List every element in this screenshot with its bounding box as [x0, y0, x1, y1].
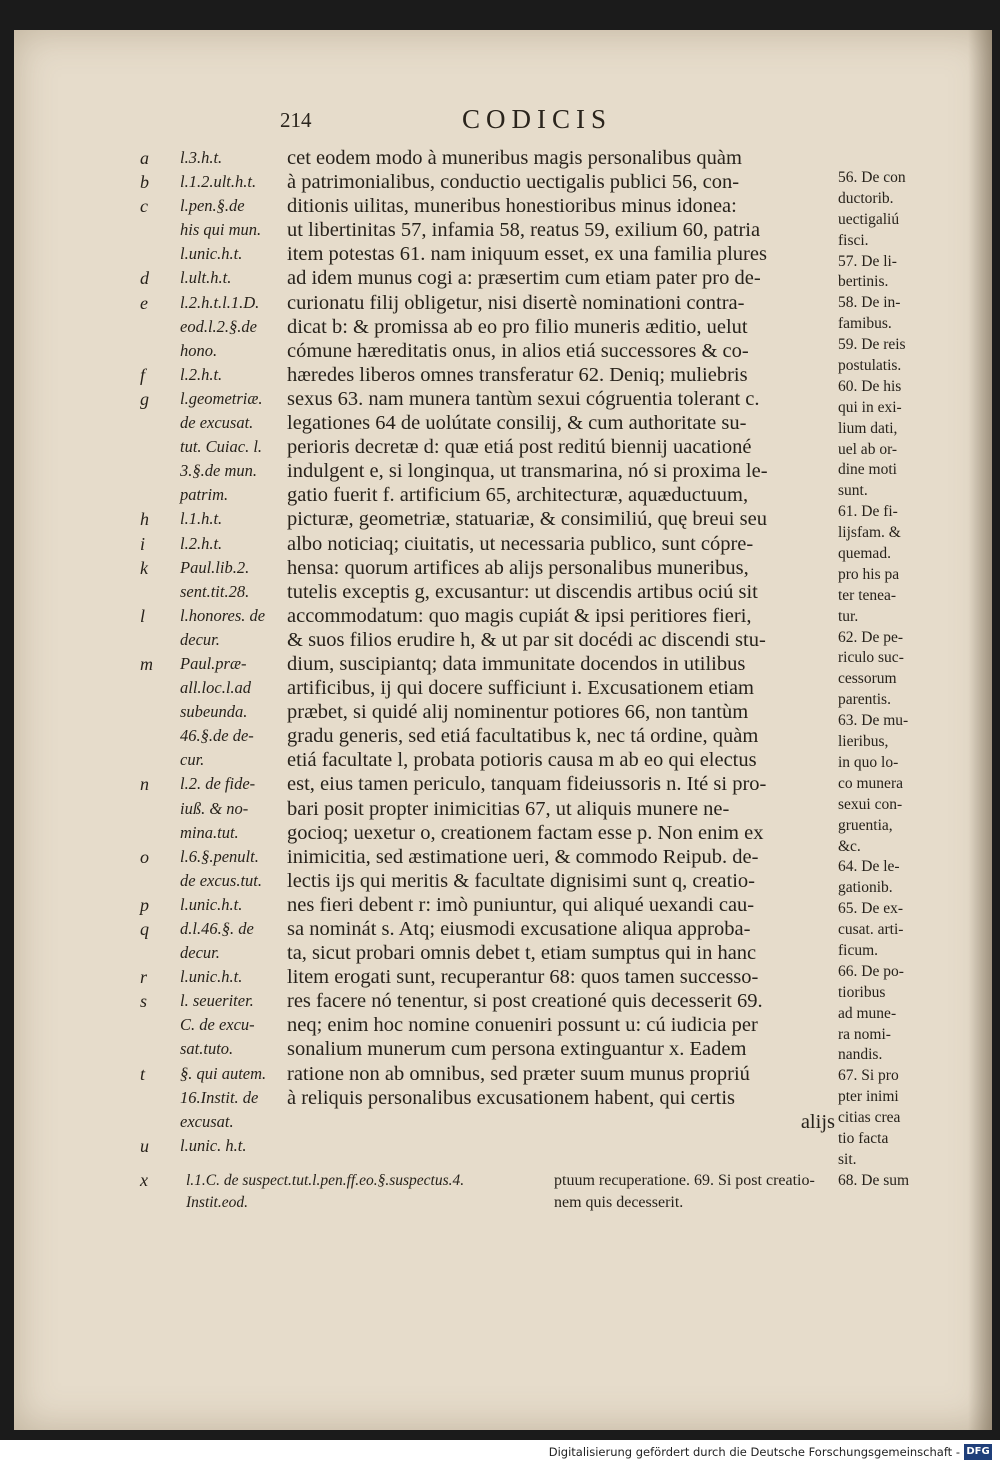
citation-ref: mina.tut. [180, 822, 239, 842]
footnote-ref-line: Instit.eod. [186, 1194, 248, 1211]
margin-note-line: ficum. [838, 941, 879, 959]
citation-row [140, 965, 288, 989]
margin-note-line: bertinis. [838, 273, 889, 291]
margin-note-line: 60. De his [838, 377, 902, 395]
citation-ref: l.ult.h.t. [180, 268, 232, 288]
margin-note-line: parentis. [838, 691, 891, 709]
citation-row [140, 1110, 288, 1134]
text-line: gradu generis, sed etiá facultatibus k, nec tá ordine, quàm [287, 725, 759, 748]
citation-ref: de excusat. [180, 413, 254, 433]
text-line: accommodatum: quo magis cupiát & ipsi peritiores fieri, [287, 604, 752, 627]
funding-credit: Digitalisierung gefördert durch die Deutsche Forschungsgemeinschaft - [548, 1445, 960, 1459]
margin-note-line: tur. [838, 607, 859, 625]
citation-ref: iuß. & no- [180, 798, 249, 818]
citation-row [140, 893, 288, 917]
margin-note-line: uectigaliú [838, 210, 900, 228]
text-line: alijs [800, 1110, 835, 1133]
margin-note-line: cusat. arti- [838, 921, 904, 939]
citation-row [140, 652, 288, 676]
citation-ref: decur. [180, 629, 220, 649]
citation-ref: Paul.lib.2. [180, 557, 250, 577]
margin-note-line: 67. Si pro [838, 1067, 899, 1085]
text-line: bari posit propter inimicitias 67, ut aliquis munere ne- [287, 797, 730, 820]
text-line: dium, suscipiantq; data immunitate docendos in utilibus [287, 652, 746, 675]
text-line: sexus 63. nam munera tantùm sexui cógruentia tolerant c. [287, 387, 760, 410]
text-line: à patrimonialibus, conductio uectigalis publici 56, con- [287, 171, 740, 194]
citation-letter: q [140, 919, 149, 939]
margin-note-line: fisci. [838, 231, 869, 249]
citation-letter: p [140, 894, 149, 915]
citation-row [140, 700, 288, 724]
citation-ref: eod.l.2.§.de [180, 316, 257, 336]
margin-note-line: pter inimi [838, 1088, 899, 1106]
citation-letter: u [140, 1135, 149, 1156]
margin-note-line: ductorib. [838, 189, 894, 207]
text-line: & suos filios erudire h, & ut par sit docédi ac discendi stu- [287, 628, 766, 651]
citation-ref: l.2.h.t. [180, 533, 223, 553]
citation-letter: f [140, 364, 146, 385]
margin-note-line: ter tenea- [838, 586, 897, 604]
margin-note-line: famibus. [838, 315, 892, 333]
text-line: item potestas 61. nam iniquum esset, ex una familia plures [287, 243, 767, 266]
text-line: perioris decretæ d: quæ etiá post reditú biennij uacationé [287, 436, 752, 459]
text-line: neq; enim hoc nomine conueniri possunt u: cú iudicia per [287, 1014, 758, 1037]
text-line: sonalium munerum cum persona extinguantur x. Eadem [287, 1038, 747, 1061]
margin-note-line: cessorum [838, 670, 897, 688]
margin-note-line: nandis. [838, 1046, 883, 1064]
margin-note-line: sunt. [838, 482, 868, 500]
citation-ref: 46.§.de de- [180, 726, 254, 746]
citation-letter: l [140, 605, 146, 626]
citation-row [140, 532, 288, 556]
citation-row [140, 242, 288, 266]
margin-note-line: lium dati, [838, 419, 898, 437]
margin-note-line: lijsfam. & [838, 524, 901, 542]
citation-ref: sent.tit.28. [180, 581, 250, 601]
citation-row [140, 676, 288, 700]
margin-note-line: 68. De sum [838, 1171, 910, 1189]
citation-ref: cur. [180, 750, 205, 770]
text-line: à reliquis personalibus excusationem habent, qui certis [287, 1086, 736, 1109]
citation-letter: g [140, 388, 149, 409]
margin-note-line: 62. De pe- [838, 628, 903, 646]
citation-ref: subeunda. [180, 702, 248, 722]
margin-note-line: postulatis. [838, 357, 902, 375]
citation-row [140, 797, 288, 821]
footer-credit-bar [0, 1440, 1000, 1465]
citation-letter: c [140, 196, 148, 217]
citation-ref: l.pen.§.de [180, 196, 245, 216]
margin-note-continuation: nem quis decesserit. [554, 1194, 684, 1211]
dfg-logo: DFG [964, 1444, 992, 1460]
right-margin-notes [838, 168, 948, 1192]
citation-letter: e [140, 292, 148, 313]
citation-row [140, 387, 288, 411]
citation-ref: tut. Cuiac. l. [180, 437, 263, 457]
citation-row [140, 556, 288, 580]
text-line: etiá facultate l, probata potioris causa m ab eo qui electus [287, 749, 757, 772]
citation-row [140, 580, 288, 604]
margin-note-line: ad mune- [838, 1004, 897, 1022]
text-line: gocioq; uexetur o, creationem factam esse p. Non enim ex [287, 821, 764, 844]
text-line: res facere nó tenentur, si post creationé quis decesserit 69. [287, 990, 763, 1013]
text-line: indulgent e, si longinqua, ut transmarina, nó si proxima le- [287, 460, 768, 483]
citation-row [140, 363, 288, 387]
margin-note-line: ra nomi- [838, 1025, 891, 1043]
citation-row [140, 266, 288, 290]
citation-ref: his qui mun. [180, 220, 262, 240]
main-text-column [287, 146, 835, 1134]
citation-row [140, 170, 288, 194]
citation-letter: o [140, 846, 149, 867]
margin-note-line: 57. De li- [838, 252, 897, 270]
citation-ref: l.3.h.t. [180, 148, 223, 167]
citation-row [140, 483, 288, 507]
footnote-block [140, 1170, 960, 1220]
text-line: gatio fuerit f. artificium 65, architecturæ, aquæductuum, [287, 484, 749, 507]
citation-row [140, 1134, 288, 1158]
margin-note-line: gruentia, [838, 816, 893, 834]
citation-ref: l.2.h.t. [180, 364, 223, 384]
margin-note-line: 58. De in- [838, 294, 901, 312]
citation-row [140, 194, 288, 218]
citation-ref: 16.Instit. de [180, 1087, 259, 1107]
citation-ref: 3.§.de mun. [180, 461, 257, 481]
citation-letter: h [140, 509, 149, 530]
text-line: ad idem munus cogi a: præsertim cum etiam pater pro de- [287, 267, 761, 290]
citation-ref: l. seueriter. [180, 991, 254, 1011]
citation-ref: excusat. [180, 1111, 234, 1131]
citation-letter: r [140, 967, 148, 988]
text-line: artificibus, ij qui docere sufficiunt i. Excusationem etiam [287, 677, 755, 700]
margin-note-line: pro his pa [838, 565, 900, 583]
citation-row [140, 1086, 288, 1110]
citation-ref: de excus.tut. [180, 870, 263, 890]
text-line: ratione non ab omnibus, sed præter suum munus propriú [287, 1062, 750, 1085]
citation-row [140, 507, 288, 531]
running-title: CODICIS [462, 104, 613, 134]
citation-ref: sat.tuto. [180, 1039, 234, 1059]
margin-note-line: co munera [838, 774, 903, 792]
page-number: 214 [280, 108, 312, 132]
citation-letter: d [140, 268, 149, 289]
citation-letter: t [140, 1063, 146, 1084]
text-line: nes fieri debent r: imò puniuntur, qui aliqué uexandi cau- [287, 893, 755, 916]
footnote-ref-line: l.1.C. de suspect.tut.l.pen.ff.eo.§.suspectus.4. [186, 1172, 465, 1189]
text-line: inimicitia, sed æstimatione ueri, & commodo Reipub. de- [287, 845, 759, 868]
citation-ref: l.2. de fide- [180, 774, 256, 794]
citation-ref: all.loc.l.ad [180, 678, 252, 698]
text-line: picturæ, geometriæ, statuariæ, & consimiliú, quę breui seu [287, 508, 767, 531]
citation-row [140, 989, 288, 1013]
citation-row [140, 628, 288, 652]
margin-note-line: citias crea [838, 1109, 901, 1127]
citation-row [140, 291, 288, 315]
text-line: est, eius tamen periculo, tanquam fideiussoris n. Ité si pro- [287, 773, 767, 796]
margin-note-line: &c. [838, 837, 861, 855]
text-line: cómune hæreditatis onus, in alios etiá successores & co- [287, 339, 749, 362]
text-line: curionatu filij obligetur, nisi disertè nominationi contra- [287, 291, 745, 314]
citation-ref: Paul.præ- [180, 653, 247, 673]
margin-note-line: 66. De po- [838, 962, 904, 980]
margin-note-line: gationib. [838, 879, 893, 897]
margin-note-line: quemad. [838, 545, 891, 563]
text-line: ta, sicut probari omnis debet t, etiam sumptus qui in hanc [287, 942, 757, 965]
margin-note-line: tio facta [838, 1129, 889, 1147]
text-line: sa nominát s. Atq; eiusmodi excusatione aliqua approba- [287, 918, 751, 940]
left-margin-citations [140, 146, 288, 1158]
citation-row [140, 1013, 288, 1037]
footnote-letter: x [140, 1170, 148, 1190]
margin-note-continuation: ptuum recuperatione. 69. Si post creatio- [554, 1172, 815, 1189]
citation-ref: d.l.46.§. de [180, 919, 254, 938]
citation-ref: l.geometriæ. [180, 388, 263, 408]
citation-row [140, 411, 288, 435]
citation-ref: l.2.h.t.l.1.D. [180, 292, 260, 312]
margin-note-line: uel ab or- [838, 440, 898, 458]
margin-note-line: riculo suc- [838, 649, 904, 667]
citation-letter: m [140, 653, 153, 674]
text-line: hæredes liberos omnes transferatur 62. Deniq; muliebris [287, 363, 748, 386]
citation-ref: hono. [180, 340, 218, 360]
text-line: cet eodem modo à muneribus magis personalibus quàm [287, 147, 742, 169]
margin-note-line: 61. De fi- [838, 503, 898, 521]
citation-row [140, 1062, 288, 1086]
citation-letter: a [140, 148, 149, 168]
text-line: dicat b: & promissa ab eo pro filio muneris æditio, uelut [287, 315, 748, 338]
citation-row [140, 821, 288, 845]
margin-note-line: 59. De reis [838, 336, 906, 354]
citation-letter: b [140, 172, 149, 193]
citation-row [140, 917, 288, 941]
citation-row [140, 218, 288, 242]
margin-note-line: sexui con- [838, 795, 903, 813]
text-line: hensa: quorum artifices ab alijs personalibus muneribus, [287, 556, 749, 579]
citation-row [140, 1037, 288, 1061]
citation-letter: i [140, 533, 146, 554]
citation-row [140, 459, 288, 483]
citation-ref: decur. [180, 943, 220, 963]
text-line: litem erogati sunt, recuperantur 68: quos tamen successo- [287, 966, 759, 989]
page-header [280, 106, 680, 146]
margin-note-line: tioribus [838, 983, 886, 1001]
citation-row [140, 604, 288, 628]
text-line: ditionis uilitas, muneribus honestioribus minus idonea: [287, 195, 737, 218]
citation-ref: l.1.h.t. [180, 509, 223, 529]
citation-ref: §. qui autem. [180, 1063, 267, 1083]
citation-ref: C. de excu- [180, 1015, 255, 1035]
citation-ref: l.unic.h.t. [180, 967, 243, 987]
citation-row [140, 772, 288, 796]
text-line: lectis ijs qui meritis & facultate dignisimi sunt q, creatio- [287, 869, 755, 892]
citation-row [140, 315, 288, 339]
margin-note-line: in quo lo- [838, 753, 899, 771]
citation-ref: l.honores. de [180, 605, 266, 625]
citation-ref: l.unic.h.t. [180, 244, 243, 264]
citation-ref: patrim. [180, 485, 229, 505]
margin-note-line: 64. De le- [838, 858, 900, 876]
citation-ref: l.6.§.penult. [180, 846, 259, 866]
citation-row [140, 845, 288, 869]
text-line: legationes 64 de uolútate consilij, & cum authoritate su- [287, 412, 747, 435]
text-line: albo noticiaq; ciuitatis, ut necessaria publico, sunt cópre- [287, 532, 754, 555]
citation-ref: l.unic. h.t. [180, 1135, 247, 1155]
margin-note-line: qui in exi- [838, 398, 902, 416]
margin-note-line: sit. [838, 1150, 857, 1168]
margin-note-line: lieribus, [838, 733, 889, 751]
citation-row [140, 941, 288, 965]
citation-letter: n [140, 774, 149, 795]
citation-row [140, 748, 288, 772]
citation-row [140, 435, 288, 459]
citation-ref: l.1.2.ult.h.t. [180, 172, 257, 192]
citation-row [140, 724, 288, 748]
margin-note-line: dine moti [838, 461, 897, 479]
margin-note-line: 65. De ex- [838, 900, 903, 918]
text-line: ut libertinitas 57, infamia 58, reatus 59, exilium 60, patria [287, 219, 761, 242]
text-line: tutelis exceptis g, excusantur: ut discendis artibus ociú sit [287, 580, 758, 603]
citation-letter: s [140, 991, 148, 1012]
citation-ref: l.unic.h.t. [180, 894, 243, 914]
text-line: præbet, si quidé alij nominentur potiores 66, non tantùm [287, 701, 749, 724]
margin-note-line: 63. De mu- [838, 712, 909, 730]
citation-row [140, 339, 288, 363]
margin-note-line: 56. De con [838, 169, 906, 186]
citation-letter: k [140, 557, 148, 578]
citation-row [140, 869, 288, 893]
citation-row [140, 146, 288, 170]
